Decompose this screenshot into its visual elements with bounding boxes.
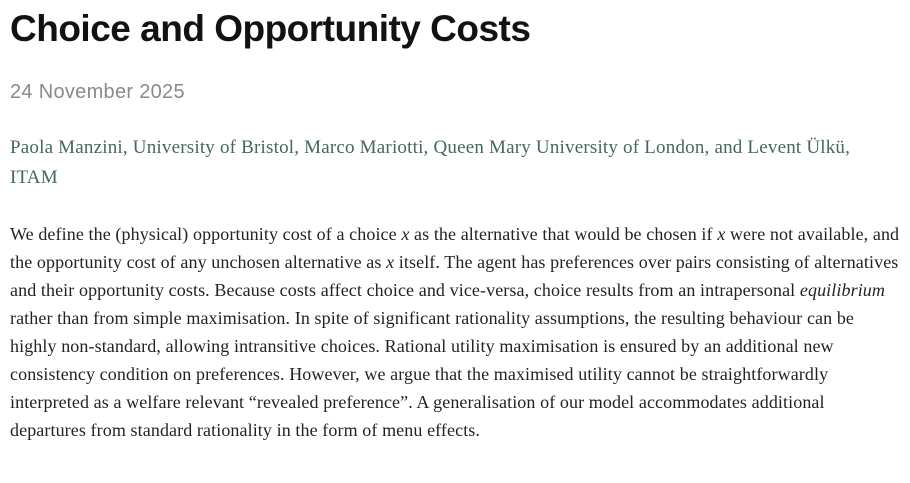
authors-line: Paola Manzini, University of Bristol, Marco Mariotti, Queen Mary University of London, and Levent Ülkü, ITAM	[10, 137, 851, 189]
abstract-paragraph: We define the (physical) opportunity cost of a choice x as the alternative that would be chosen if x were not available, and the opportunity cost of any unchosen alternative as x itself. The agent has preferences over pairs consisting of alternatives and their opportunity costs. Because costs affect choice and vice-versa, choice results from an intrapersonal equilibrium rather than from simple maximisation. In spite of significant rationality assumptions, the resulting behaviour can be highly non-standard, allowing intransitive choices. Rational utility maximisation is ensured by an additional new consistency condition on preferences. However, we argue that the maximised utility cannot be straightforwardly interpreted as a welfare relevant “revealed preference”. A generalisation of our model accommodates additional departures from standard rationality in the form of menu effects.	[10, 224, 900, 441]
page-title: Choice and Opportunity Costs	[10, 8, 531, 49]
publish-date: 24 November 2025	[10, 81, 185, 104]
